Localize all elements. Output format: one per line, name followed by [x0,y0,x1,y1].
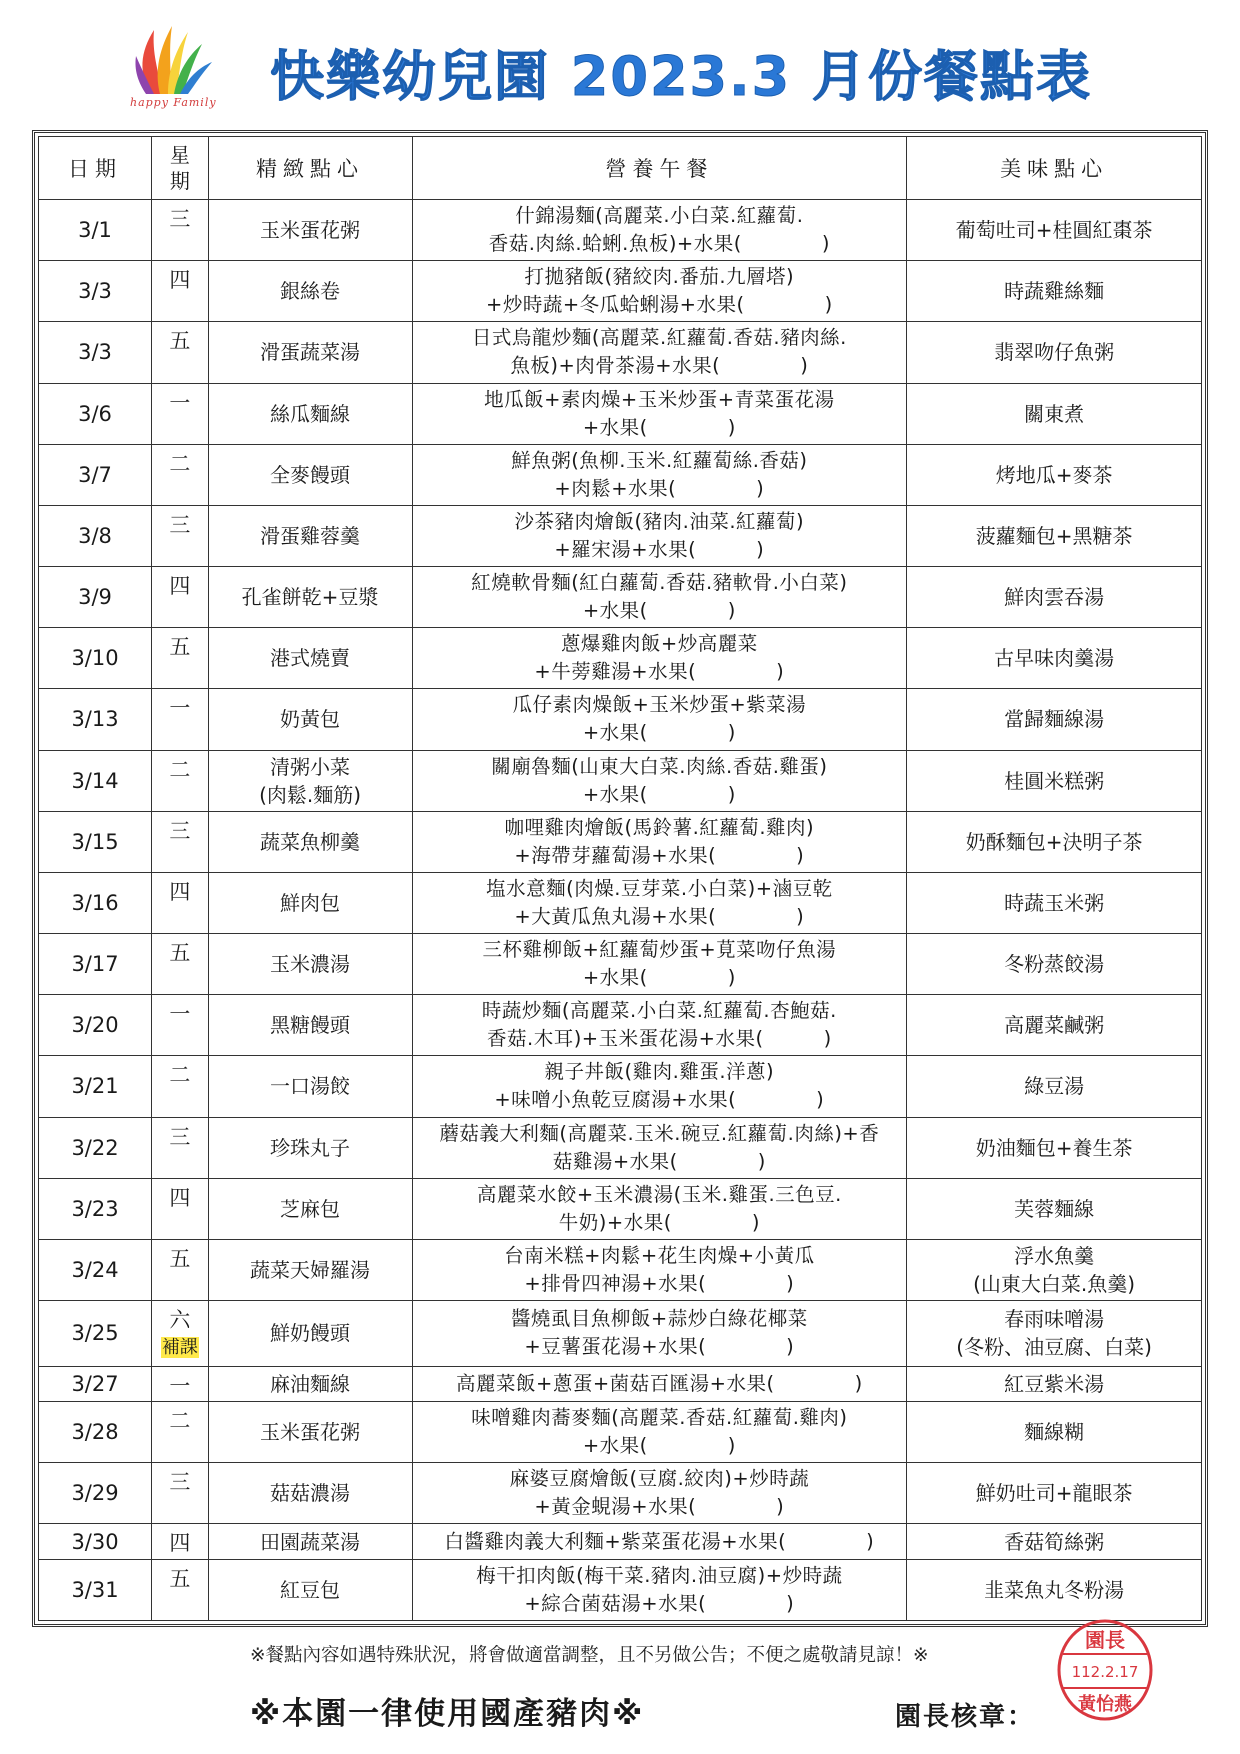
cell-line: +排骨四神湯+水果( ) [524,1272,795,1295]
header-lunch: 營養午餐 [412,137,907,200]
cell-line: 菠蘿麵包+黑糖茶 [975,523,1133,548]
lunch-cell [412,934,907,995]
morning-snack-cell [208,1117,412,1178]
lunch-cell [412,383,907,444]
table-row [39,1117,1202,1178]
table-row [39,1559,1202,1620]
cell-line: 古早味肉羹湯 [994,646,1115,671]
afternoon-snack-cell [907,1401,1202,1462]
date-cell: 3/21 [39,1056,152,1117]
date-cell: 3/6 [39,383,152,444]
table-row [39,1366,1202,1401]
cell-line: (冬粉、油豆腐、白菜) [956,1335,1152,1360]
cell-line: 瓜仔素肉燥飯+玉米炒蛋+紫菜湯 [512,693,807,717]
cell-line: 孔雀餅乾+豆漿 [241,585,379,610]
seal-stamp-icon [1055,1618,1155,1723]
afternoon-snack-cell [907,383,1202,444]
date-cell: 3/24 [39,1239,152,1300]
cell-line: 打拋豬飯(豬絞肉.番茄.九層塔) [524,265,795,289]
weekday-cell [152,995,209,1056]
date-cell: 3/10 [39,628,152,689]
cell-line: 關東煮 [1024,401,1085,426]
header-morning-snack: 精緻點心 [208,137,412,200]
lunch-cell [412,1463,907,1524]
page-header [0,18,1240,118]
menu-table [38,136,1202,1621]
cell-line: 滑蛋雞蓉羹 [260,523,361,548]
cell-line: +綜合菌菇湯+水果( ) [524,1591,795,1615]
date-cell: 3/9 [39,567,152,628]
cell-line: 鮮魚粥(魚柳.玉米.紅蘿蔔絲.香菇) [511,448,808,472]
weekday-cell [152,872,209,933]
weekday-cell [152,1117,209,1178]
cell-line: 桂圓米糕粥 [1004,768,1105,793]
afternoon-snack-cell [907,1559,1202,1620]
table-row [39,1463,1202,1524]
lunch-cell [412,444,907,505]
table-row [39,1178,1202,1239]
cell-line: +水果( ) [582,721,736,745]
weekday-cell [152,1301,209,1366]
morning-snack-cell [208,1463,412,1524]
date-cell: 3/13 [39,689,152,750]
header-afternoon-snack: 美味點心 [907,137,1202,200]
cell-line: 葡萄吐司+桂圓紅棗茶 [955,218,1153,243]
weekday-label: 二 [169,1063,191,1088]
lunch-cell [412,1524,907,1559]
table-row [39,1239,1202,1300]
weekday-label: 五 [169,941,191,966]
cell-line: 翡翠吻仔魚粥 [994,340,1115,365]
cell-line: 菇雞湯+水果( ) [552,1149,766,1173]
weekday-cell [152,567,209,628]
weekday-cell [152,1524,209,1559]
cell-line: 親子丼飯(雞肉.雞蛋.洋蔥) [544,1060,775,1084]
table-row [39,934,1202,995]
morning-snack-cell [208,1239,412,1300]
table-row [39,1524,1202,1559]
table-row [39,1401,1202,1462]
weekday-label: 二 [169,451,191,476]
seal-title: 園長 [1085,1628,1125,1652]
weekday-cell [152,1366,209,1401]
morning-snack-cell [208,261,412,322]
afternoon-snack-cell [907,1463,1202,1524]
weekday-cell [152,444,209,505]
weekday-cell [152,934,209,995]
morning-snack-cell [208,934,412,995]
morning-snack-cell [208,811,412,872]
principal-seal [1055,1618,1155,1723]
date-cell: 3/8 [39,505,152,566]
weekday-label: 五 [169,329,191,354]
afternoon-snack-cell [907,1366,1202,1401]
weekday-label: 三 [169,1470,191,1495]
lunch-cell [412,1559,907,1620]
date-cell: 3/28 [39,1401,152,1462]
afternoon-snack-cell [907,261,1202,322]
cell-line: 沙茶豬肉燴飯(豬肉.油菜.紅蘿蔔) [514,509,805,533]
cell-line: 浮水魚羹 [1014,1244,1095,1268]
date-cell: 3/17 [39,934,152,995]
cell-line: 蔥爆雞肉飯+炒高麗菜 [560,632,758,656]
table-row [39,444,1202,505]
cell-line: 一口湯餃 [270,1074,351,1099]
lunch-cell [412,1301,907,1366]
date-cell: 3/15 [39,811,152,872]
lunch-cell [412,567,907,628]
morning-snack-cell [208,322,412,383]
morning-snack-cell [208,1401,412,1462]
table-row [39,567,1202,628]
morning-snack-cell [208,750,412,811]
cell-line: +水果( ) [582,599,736,623]
table-header-row [39,137,1202,200]
page-title: 快樂幼兒園 2023.3 月份餐點表 [270,45,1092,108]
cell-line: 鮮肉包 [280,890,341,915]
afternoon-snack-cell [907,934,1202,995]
morning-snack-cell [208,1178,412,1239]
morning-snack-cell [208,567,412,628]
afternoon-snack-cell [907,1239,1202,1300]
weekday-cell [152,1178,209,1239]
cell-line: 芝麻包 [280,1196,341,1221]
cell-line: 三杯雞柳飯+紅蘿蔔炒蛋+莧菜吻仔魚湯 [482,938,837,962]
cell-line: +大黃瓜魚丸湯+水果( ) [514,904,805,928]
afternoon-snack-cell [907,1117,1202,1178]
afternoon-snack-cell [907,1524,1202,1559]
morning-snack-cell [208,628,412,689]
cell-line: 味噌雞肉蕎麥麵(高麗菜.香菇.紅蘿蔔.雞肉) [471,1406,848,1430]
morning-snack-cell [208,1056,412,1117]
morning-snack-cell [208,1366,412,1401]
table-row [39,1301,1202,1366]
cell-line: 絲瓜麵線 [270,401,351,426]
afternoon-snack-cell [907,811,1202,872]
cell-line: 韭菜魚丸冬粉湯 [984,1577,1125,1602]
cell-line: +黃金蜆湯+水果( ) [534,1495,785,1519]
header-date: 日期 [39,137,152,200]
afternoon-snack-cell [907,1178,1202,1239]
cell-line: 麻婆豆腐燴飯(豆腐.絞肉)+炒時蔬 [509,1467,810,1491]
weekday-cell [152,750,209,811]
weekday-label: 五 [169,635,191,660]
cell-line: 鮮奶吐司+龍眼茶 [975,1481,1133,1506]
cell-line: +水果( ) [582,1434,736,1458]
afternoon-snack-cell [907,200,1202,261]
weekday-cell [152,200,209,261]
cell-line: 牛奶)+水果( ) [558,1210,760,1234]
cell-line: 關廟魯麵(山東大白菜.肉絲.香菇.雞蛋) [491,754,828,778]
morning-snack-cell [208,505,412,566]
weekday-label: 一 [169,1373,191,1398]
afternoon-snack-cell [907,567,1202,628]
weekday-label: 四 [169,879,191,904]
cell-line: 冬粉蒸餃湯 [1004,952,1105,977]
cell-line: 什錦湯麵(高麗菜.小白菜.紅蘿蔔. [515,204,804,228]
cell-line: +羅宋湯+水果( ) [554,537,765,561]
cell-line: 玉米蛋花粥 [260,218,361,243]
weekday-label: 二 [169,1408,191,1433]
cell-line: 蘑菇義大利麵(高麗菜.玉米.碗豆.紅蘿蔔.肉絲)+香 [439,1121,880,1145]
morning-snack-cell [208,995,412,1056]
pork-notice: ※本園一律使用國產豬肉※ [250,1696,645,1732]
cell-line: 麵線糊 [1024,1420,1085,1445]
morning-snack-cell [208,383,412,444]
cell-line: 麻油麵線 [270,1371,351,1396]
date-cell: 3/14 [39,750,152,811]
date-cell: 3/7 [39,444,152,505]
cell-line: 地瓜飯+素肉燥+玉米炒蛋+青菜蛋花湯 [484,387,835,411]
cell-line: 醬燒虱目魚柳飯+蒜炒白綠花椰菜 [510,1307,808,1331]
date-cell: 3/25 [39,1301,152,1366]
morning-snack-cell [208,872,412,933]
table-row [39,505,1202,566]
cell-line: 當歸麵線湯 [1004,707,1105,732]
afternoon-snack-cell [907,872,1202,933]
afternoon-snack-cell [907,750,1202,811]
cell-line: +水果( ) [582,966,736,990]
weekday-label: 三 [169,207,191,231]
lunch-cell [412,200,907,261]
cell-line: +豆薯蛋花湯+水果( ) [524,1335,795,1359]
cell-line: 銀絲卷 [280,279,341,304]
cell-line: 芙蓉麵線 [1014,1196,1095,1221]
cell-line: 紅燒軟骨麵(紅白蘿蔔.香菇.豬軟骨.小白菜) [471,571,848,595]
cell-line: 玉米蛋花粥 [260,1420,361,1445]
weekday-label: 五 [169,1246,191,1271]
lunch-cell [412,995,907,1056]
date-cell: 3/16 [39,872,152,933]
date-cell: 3/23 [39,1178,152,1239]
weekday-label: 三 [169,818,191,843]
adjustment-notice: ※餐點內容如遇特殊狀況，將會做適當調整，且不另做公告；不便之處敬請見諒！※ [250,1645,929,1666]
weekday-label: 四 [169,1185,191,1210]
cell-line: 清粥小菜 [270,754,351,779]
weekday-label: 三 [169,512,191,537]
lunch-cell [412,1366,907,1401]
morning-snack-cell [208,1301,412,1366]
weekday-label: 四 [169,574,191,599]
date-cell: 3/22 [39,1117,152,1178]
weekday-cell [152,689,209,750]
table-row [39,689,1202,750]
cell-line: 春雨味噌湯 [1004,1307,1105,1332]
afternoon-snack-cell [907,1056,1202,1117]
weekday-label: 一 [169,696,191,721]
weekday-cell [152,383,209,444]
weekday-label: 二 [169,757,191,782]
cell-line: 奶油麵包+養生茶 [975,1135,1133,1160]
cell-line: 高麗菜水餃+玉米濃湯(玉米.雞蛋.三色豆. [476,1182,842,1206]
cell-line: 奶酥麵包+決明子茶 [965,829,1143,854]
header-weekday: 星 期 [152,137,209,200]
weekday-label: 四 [169,268,191,293]
cell-line: 滑蛋蔬菜湯 [260,340,361,365]
date-cell: 3/30 [39,1524,152,1559]
weekday-cell [152,505,209,566]
logo-text: happy Family [130,96,217,109]
lunch-cell [412,1239,907,1300]
cell-line: 紅豆紫米湯 [1004,1371,1105,1396]
cell-line: 鮮肉雲吞湯 [1004,585,1105,610]
afternoon-snack-cell [907,1301,1202,1366]
weekday-label: 六 [169,1308,191,1333]
cell-line: 香菇.木耳)+玉米蛋花湯+水果( ) [487,1027,832,1051]
lunch-cell [412,261,907,322]
table-row [39,1056,1202,1117]
cell-line: 蔬菜魚柳羹 [260,829,361,854]
table-row [39,322,1202,383]
weekday-label: 一 [169,1002,191,1027]
cell-line: 塩水意麵(肉燥.豆芽菜.小白菜)+滷豆乾 [486,876,833,900]
date-cell: 3/1 [39,200,152,261]
cell-line: 全麥饅頭 [270,462,351,487]
menu-table-frame [32,130,1208,1627]
cell-line: 香菇.肉絲.蛤蜊.魚板)+水果( ) [488,232,830,256]
cell-line: +味噌小魚乾豆腐湯+水果( ) [494,1088,825,1112]
cell-line: +水果( ) [582,782,736,806]
cell-line: 烤地瓜+麥茶 [995,462,1113,487]
date-cell: 3/29 [39,1463,152,1524]
cell-line: 時蔬玉米粥 [1004,890,1105,915]
lunch-cell [412,689,907,750]
cell-line: (山東大白菜.魚羹) [973,1272,1136,1296]
weekday-cell [152,1239,209,1300]
afternoon-snack-cell [907,505,1202,566]
morning-snack-cell [208,1524,412,1559]
morning-snack-cell [208,689,412,750]
cell-line: 時蔬雞絲麵 [1004,279,1105,304]
cell-line: 紅豆包 [280,1577,341,1602]
cell-line: 台南米糕+肉鬆+花生肉燥+小黃瓜 [504,1244,815,1267]
table-row [39,995,1202,1056]
cell-line: 蔬菜天婦羅湯 [250,1258,371,1282]
afternoon-snack-cell [907,689,1202,750]
table-row [39,383,1202,444]
cell-line: +海帶芽蘿蔔湯+水果( ) [514,843,805,867]
lunch-cell [412,811,907,872]
lunch-cell [412,505,907,566]
table-row [39,200,1202,261]
cell-line: 時蔬炒麵(高麗菜.小白菜.紅蘿蔔.杏鮑菇. [481,999,837,1023]
cell-line: +肉鬆+水果( ) [554,476,765,500]
cell-line: 綠豆湯 [1024,1074,1085,1099]
morning-snack-cell [208,200,412,261]
afternoon-snack-cell [907,322,1202,383]
lunch-cell [412,1056,907,1117]
cell-line: 珍珠丸子 [270,1135,351,1160]
lunch-cell [412,1178,907,1239]
cell-line: 港式燒賣 [270,646,351,671]
principal-signature-label: 園長核章： [895,1702,1036,1732]
morning-snack-cell [208,444,412,505]
lunch-cell [412,1117,907,1178]
cell-line: 梅干扣肉飯(梅干菜.豬肉.油豆腐)+炒時蔬 [476,1563,843,1587]
menu-table-body [39,200,1202,1621]
afternoon-snack-cell [907,444,1202,505]
cell-line: 鮮奶饅頭 [270,1321,351,1346]
lunch-cell [412,872,907,933]
cell-line: (肉鬆.麵筋) [259,782,362,807]
cell-line: 菇菇濃湯 [270,1481,351,1506]
table-row [39,872,1202,933]
weekday-cell [152,1559,209,1620]
cell-line: 魚板)+肉骨茶湯+水果( ) [510,354,809,378]
cell-line: 玉米濃湯 [270,952,351,977]
weekday-label: 三 [169,1124,191,1149]
weekday-cell [152,322,209,383]
weekday-cell [152,1056,209,1117]
cell-line: 日式烏龍炒麵(高麗菜.紅蘿蔔.香菇.豬肉絲. [471,326,847,350]
weekday-label: 五 [169,1566,191,1591]
afternoon-snack-cell [907,995,1202,1056]
cell-line: +水果( ) [582,415,736,439]
table-row [39,750,1202,811]
cell-line: 咖哩雞肉燴飯(馬鈴薯.紅蘿蔔.雞肉) [504,815,815,839]
weekday-cell [152,1401,209,1462]
date-cell: 3/3 [39,261,152,322]
weekday-label: 一 [169,390,191,415]
cell-line: 白醬雞肉義大利麵+紫菜蛋花湯+水果( ) [444,1529,875,1553]
cell-line: 田園蔬菜湯 [260,1529,361,1554]
date-cell: 3/20 [39,995,152,1056]
weekday-label: 四 [169,1531,191,1556]
date-cell: 3/3 [39,322,152,383]
date-cell: 3/27 [39,1366,152,1401]
cell-line: 奶黃包 [280,707,341,732]
cell-line: +炒時蔬+冬瓜蛤蜊湯+水果( ) [485,293,833,317]
seal-date: 112.2.17 [1071,1663,1139,1681]
weekday-cell [152,628,209,689]
date-cell: 3/31 [39,1559,152,1620]
afternoon-snack-cell [907,628,1202,689]
lunch-cell [412,1401,907,1462]
makeup-class-badge: 補課 [161,1337,198,1359]
table-row [39,261,1202,322]
cell-line: +牛蒡雞湯+水果( ) [534,660,785,684]
seal-name: 黃怡燕 [1078,1694,1132,1715]
weekday-cell [152,261,209,322]
lunch-cell [412,322,907,383]
lunch-cell [412,750,907,811]
lunch-cell [412,628,907,689]
weekday-cell [152,811,209,872]
cell-line: 黑糖饅頭 [270,1013,351,1038]
cell-line: 高麗菜鹹粥 [1004,1013,1105,1038]
table-row [39,811,1202,872]
cell-line: 香菇筍絲粥 [1004,1529,1105,1554]
weekday-cell [152,1463,209,1524]
morning-snack-cell [208,1559,412,1620]
cell-line: 高麗菜飯+蔥蛋+菌菇百匯湯+水果( ) [455,1371,863,1395]
table-row [39,628,1202,689]
